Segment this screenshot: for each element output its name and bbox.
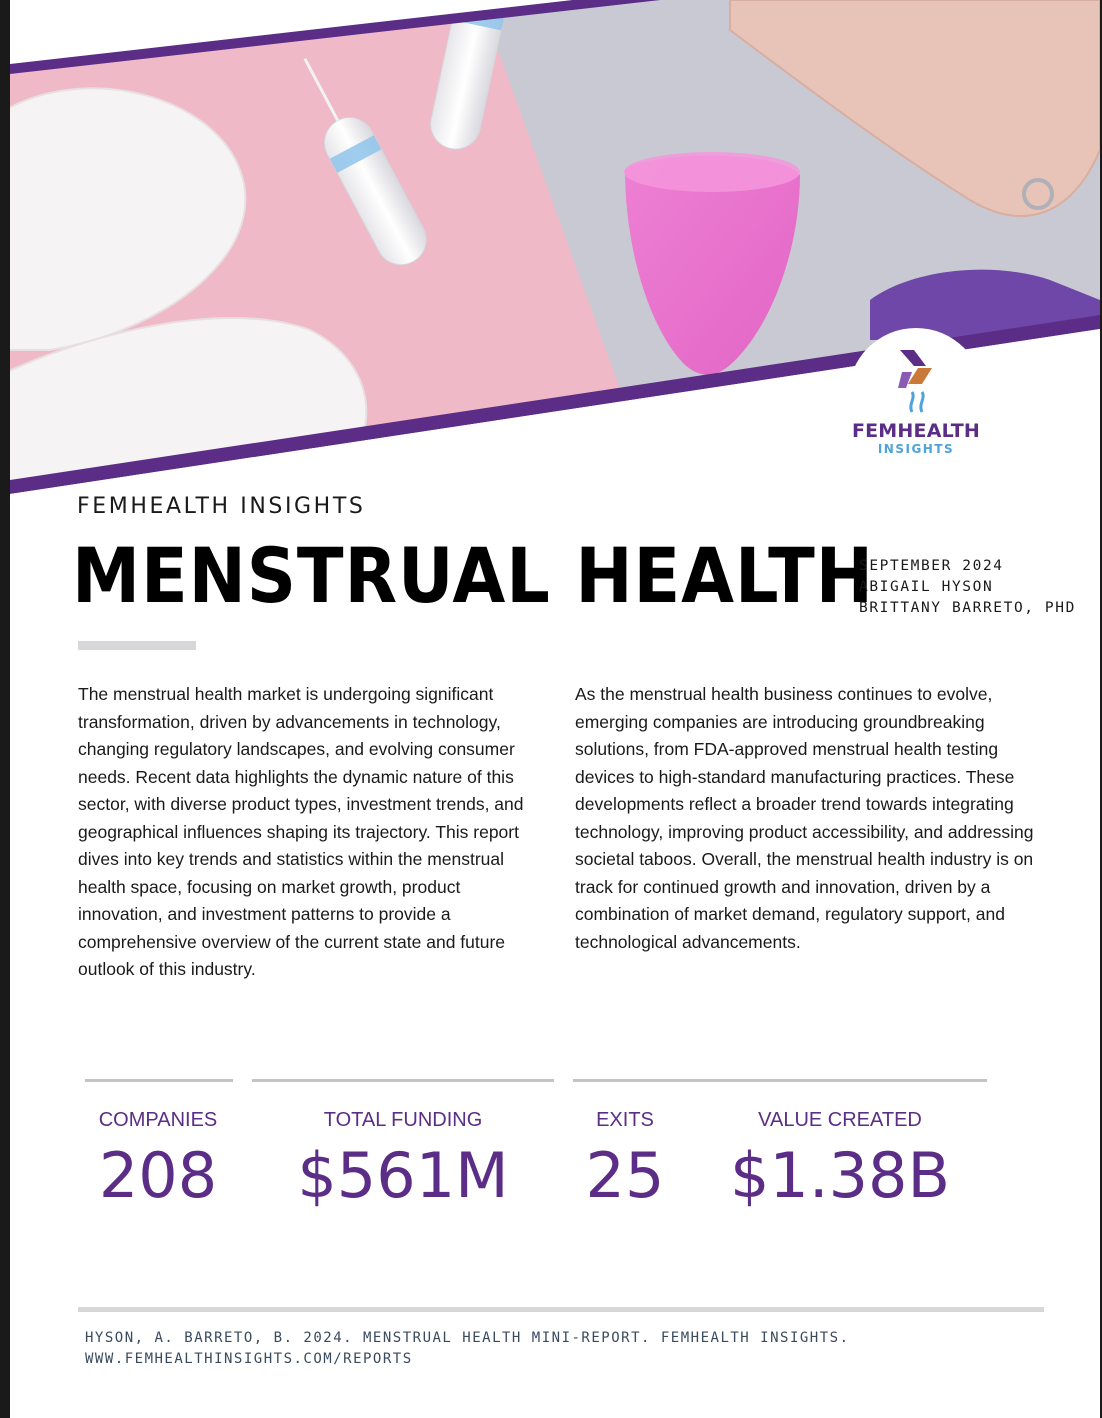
stat-label-exits: EXITS bbox=[596, 1109, 654, 1131]
report-title: MENSTRUAL HEALTH bbox=[72, 531, 874, 620]
publication-kicker: FEMHEALTH INSIGHTS bbox=[77, 494, 366, 519]
footer-rule bbox=[78, 1307, 1044, 1312]
stat-value-value-created: $1.38B bbox=[729, 1139, 951, 1212]
citation-url-link[interactable]: WWW.FEMHEALTHINSIGHTS.COM/REPORTS bbox=[85, 1351, 413, 1367]
citation bbox=[85, 1328, 850, 1370]
stat-value-companies: 208 bbox=[98, 1139, 218, 1212]
logo-sub-text: INSIGHTS bbox=[877, 442, 955, 456]
stat-rule-3 bbox=[573, 1079, 987, 1082]
logo-name-text: FEMHEALTH bbox=[851, 420, 981, 442]
author-2: BRITTANY BARRETO, PHD bbox=[859, 600, 1076, 616]
title-underline bbox=[78, 641, 196, 650]
femhealth-logo[interactable] bbox=[846, 336, 986, 466]
citation-text: HYSON, A. BARRETO, B. 2024. MENSTRUAL HEALTH MINI-REPORT. FEMHEALTH INSIGHTS. bbox=[85, 1330, 850, 1346]
stat-rule-1 bbox=[85, 1079, 233, 1082]
stat-label-total-funding: TOTAL FUNDING bbox=[323, 1109, 483, 1131]
intro-paragraph-right: As the menstrual health business continues to evolve, emerging companies are introducing groundbreaking solutions, from FDA-approved menstrual health testing devices to high-standard manufacturing practices. These developments reflect a broader trend towards integrating technology, improving product accessibility, and addressing societal taboos. Overall, the menstrual health industry is on track for continued growth and innovation, driven by a combination of market demand, regulatory support, and technological advancements. bbox=[575, 684, 1034, 952]
report-page bbox=[10, 0, 1100, 1418]
stat-value-exits: 25 bbox=[585, 1139, 665, 1212]
stat-value-total-funding: $561M bbox=[297, 1139, 509, 1212]
report-meta bbox=[859, 556, 1076, 619]
author-1: ABIGAIL HYSON bbox=[859, 579, 994, 595]
femhealth-logo-icon bbox=[898, 348, 934, 418]
stat-label-companies: COMPANIES bbox=[98, 1109, 218, 1131]
stat-rule-2 bbox=[252, 1079, 554, 1082]
report-date: SEPTEMBER 2024 bbox=[859, 558, 1004, 574]
intro-paragraph-left: The menstrual health market is undergoing significant transformation, driven by advancements in technology, changing regulatory landscapes, and evolving consumer needs. Recent data highlights the dynamic nature of this sector, with diverse product types, investment trends, and geographical influences shaping its trajectory. This report dives into key trends and statistics within the menstrual health space, focusing on market growth, product innovation, and investment patterns to provide a comprehensive overview of the current state and future outlook of this industry. bbox=[78, 684, 524, 979]
stat-label-value-created: VALUE CREATED bbox=[758, 1109, 922, 1131]
